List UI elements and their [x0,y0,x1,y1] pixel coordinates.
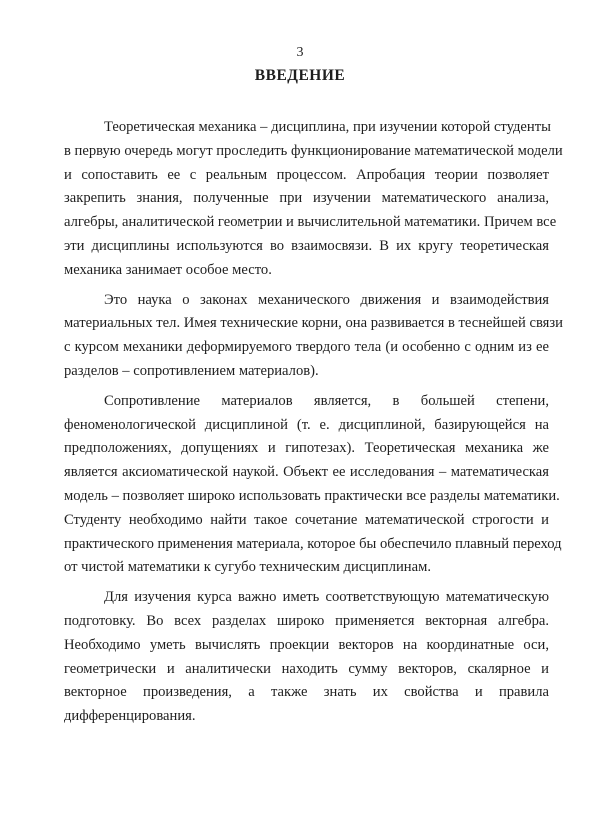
text-line: векторное произведения, а также знать их свойства и правила [64,684,549,701]
text-line: разделов – сопротивлением материалов). [64,362,319,379]
text-line: и сопоставить ее с реальным процессом. Апробация теории позволяет [64,166,549,183]
text-line: закрепить знания, полученные при изучении математического анализа, [64,190,549,207]
paragraph-2 [64,289,563,384]
text-line: дифференцирования. [64,708,196,725]
text-line: является аксиоматической наукой. Объект ее исследования – математическая [64,464,549,481]
text-line: от чистой математики к сугубо техническим дисциплинам. [64,559,431,576]
text-line: материальных тел. Имея технические корни, она развивается в теснейшей связи [64,315,563,332]
text-line: Сопротивление материалов является, в большей степени, [104,392,549,409]
text-line: алгебры, аналитической геометрии и вычислительной математики. Причем все [64,214,557,231]
page-number: 3 [296,45,304,60]
text-line: феноменологической дисциплиной (т. е. дисциплиной, базирующейся на [64,416,549,433]
text-line: Это наука о законах механического движения и взаимодействия [104,291,549,308]
text-line: эти дисциплины используются во взаимосвязи. В их кругу теоретическая [64,237,549,254]
text-line: предположениях, допущениях и гипотезах). Теоретическая механика же [64,440,549,457]
text-line: практического применения материала, которое бы обеспечило плавный переход [64,535,562,552]
text-line: механика занимает особое место. [64,261,272,278]
text-line: модель – позволяет широко использовать практически все разделы математики. [64,487,560,504]
text-line: с курсом механики деформируемого твердого тела (и особенно с одним из ее [64,339,549,356]
text-line: в первую очередь могут проследить функционирование математической модели [64,142,563,159]
text-line: Теоретическая механика – дисциплина, при изучении которой студенты [104,119,551,135]
text-line: подготовку. Во всех разделах широко применяется векторная алгебра. [64,612,549,629]
text-line: геометрически и аналитически находить сумму векторов, скалярное и [64,660,549,677]
text-line: Необходимо уметь вычислять проекции векторов на координатные оси, [64,636,549,653]
body-text [64,116,563,735]
page-title: ВВЕДЕНИЕ [254,67,346,84]
text-line: Для изучения курса важно иметь соответствующую математическую [104,589,549,606]
paragraph-4 [64,586,549,729]
paragraph-1 [64,116,563,283]
text-line: Студенту необходимо найти такое сочетание математической строгости и [64,511,549,528]
paragraph-3 [64,390,562,580]
